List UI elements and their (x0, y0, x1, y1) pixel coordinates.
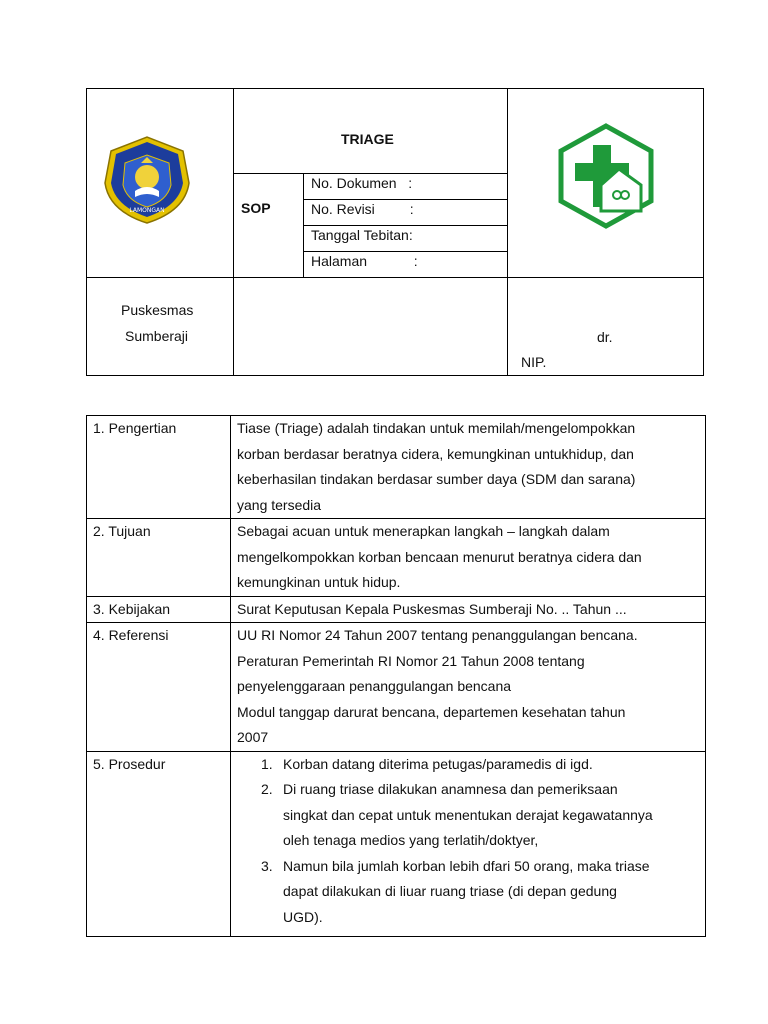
list-item (237, 777, 699, 854)
section-label: 4. Referensi (87, 623, 231, 752)
table-row (87, 623, 706, 752)
regency-shield-emblem-icon (101, 133, 193, 227)
svg-text:LAMONGAN: LAMONGAN (129, 207, 165, 214)
list-item (237, 854, 699, 931)
puskesmas-green-cross-icon (557, 123, 655, 229)
document-title: TRIAGE (341, 131, 394, 147)
step-line: Namun bila jumlah korban lebih dfari 50 orang, maka triase (283, 857, 650, 874)
signer-nip: NIP. (521, 354, 547, 370)
step-line: UGD). (283, 908, 323, 925)
field-halaman: Halaman : (311, 253, 418, 269)
field-tanggal-terbitan: Tanggal Tebitan: (311, 227, 413, 243)
content-line: UU RI Nomor 24 Tahun 2007 tentang penanggulangan bencana. (237, 627, 638, 643)
content-line: Peraturan Pemerintah RI Nomor 21 Tahun 2008 tentang (237, 652, 585, 669)
content-line: Tiase (Triage) adalah tindakan untuk memilah/mengelompokkan (237, 420, 636, 436)
signer-title: dr. (597, 329, 613, 345)
section-label: 2. Tujuan (87, 519, 231, 597)
content-line: penyelenggaraan penanggulangan bencana (237, 678, 512, 694)
section-label: 1. Pengertian (87, 416, 231, 519)
table-row (87, 416, 706, 519)
step-line: singkat dan cepat untuk menentukan derajat kegawatannya (283, 806, 653, 823)
content-line: Surat Keputusan Kepala Puskesmas Sumberaji No. .. Tahun ... (237, 600, 627, 617)
table-row (87, 519, 706, 597)
content-line: Modul tanggap darurat bencana, departemen kesehatan tahun (237, 703, 626, 720)
content-line: korban berdasar beratnya cidera, kemungkinan untukhidup, dan (237, 445, 634, 462)
section-label: 3. Kebijakan (87, 596, 231, 623)
sop-header (86, 88, 704, 376)
content-line: mengelkompokkan korban bencaan menurut beratnya cidera dan (237, 548, 642, 565)
field-no-revisi: No. Revisi : (311, 201, 414, 217)
table-row (87, 751, 706, 937)
section-content (231, 519, 706, 597)
content-line: keberhasilan tindakan berdasar sumber daya (SDM dan sarana) (237, 471, 636, 487)
content-line: 2007 (237, 729, 269, 745)
step-line: oleh tenaga medios yang terlatih/doktyer, (283, 832, 539, 848)
list-item (237, 752, 699, 778)
section-content (231, 751, 706, 937)
section-content (231, 596, 706, 623)
sop-label: SOP (241, 200, 271, 216)
section-content (231, 623, 706, 752)
step-number: 3. (261, 857, 273, 874)
step-line: Korban datang diterima petugas/paramedis di igd. (283, 755, 593, 772)
step-line: dapat dilakukan di liuar ruang triase (di depan gedung (283, 883, 617, 899)
content-line: Sebagai acuan untuk menerapkan langkah – langkah dalam (237, 523, 610, 539)
org-name-line1: Puskesmas (121, 302, 194, 318)
content-line: kemungkinan untuk hidup. (237, 574, 401, 590)
section-content (231, 416, 706, 519)
step-number: 1. (261, 755, 273, 772)
table-row (87, 596, 706, 623)
step-number: 2. (261, 781, 273, 797)
field-no-dokumen: No. Dokumen : (311, 175, 413, 191)
sop-content-table (86, 415, 706, 937)
org-name-line2: Sumberaji (125, 328, 189, 344)
content-line: yang tersedia (237, 496, 322, 513)
section-label: 5. Prosedur (87, 751, 231, 937)
procedure-steps (237, 752, 699, 931)
step-line: Di ruang triase dilakukan anamnesa dan pemeriksaan (283, 781, 618, 797)
